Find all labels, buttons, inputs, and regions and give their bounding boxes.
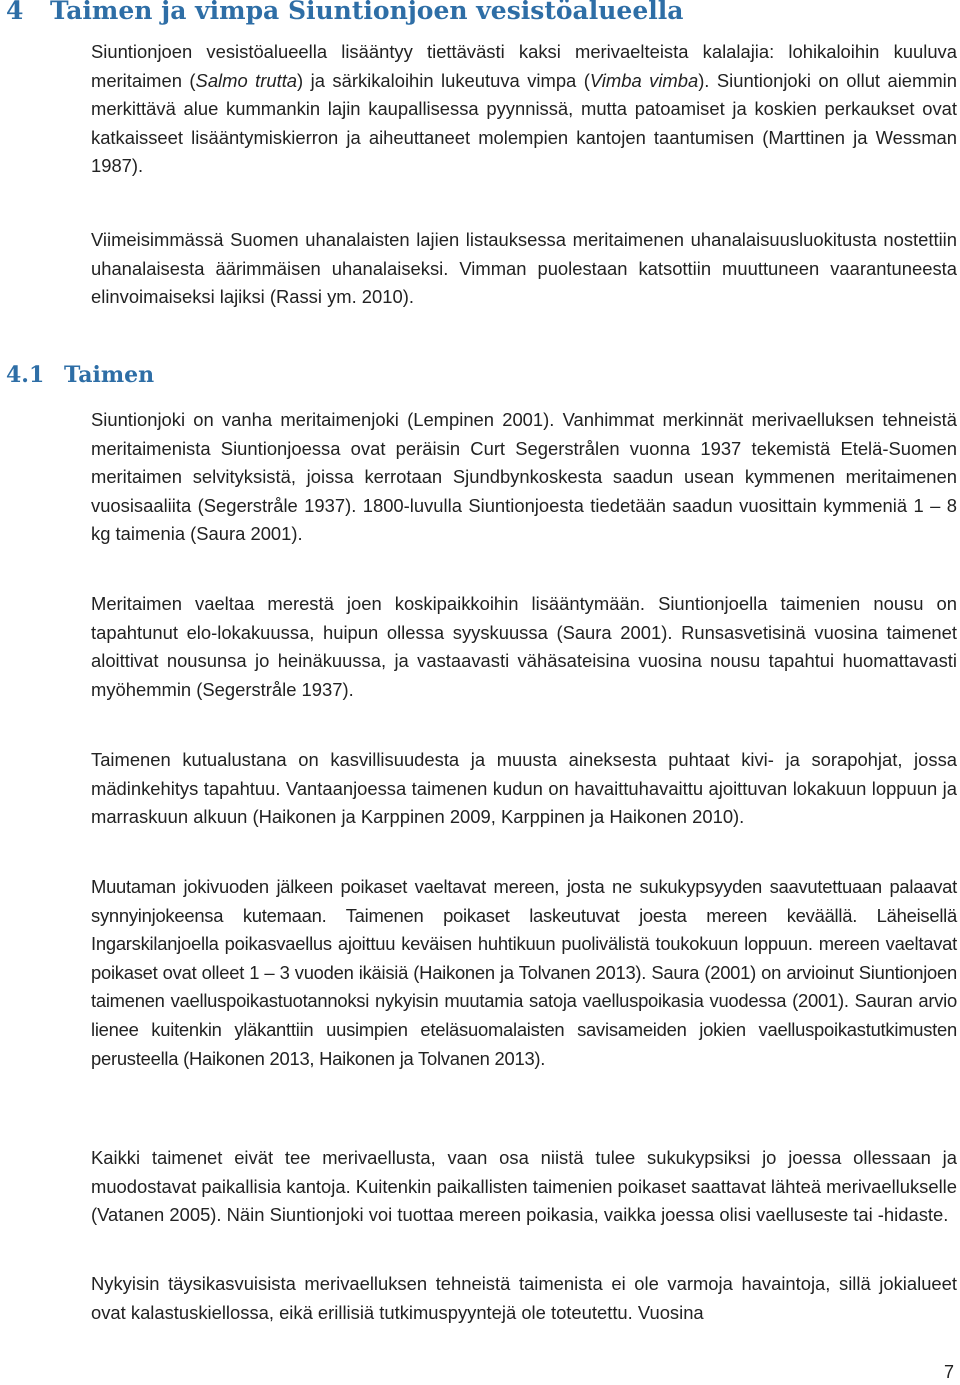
chapter-number: 4 bbox=[6, 0, 24, 25]
section-paragraph-5: Kaikki taimenet eivät tee merivaellusta, vaan osa niistä tulee sukukypsiksi jo joessa ollessaan ja muodostavat paikallisia kantoja. Kuitenkin paikallisten taimenien poikaset saattavat lähteä merivaellukselle (Vatanen 2005). Näin Siuntionjoki voi tuottaa mereen poikasia, vaikka joessa olisi vaelluseste tai -hidaste. bbox=[91, 1147, 957, 1226]
intro-paragraph-1 bbox=[91, 38, 957, 181]
section-paragraph-2: Meritaimen vaeltaa merestä joen koskipaikkoihin lisääntymään. Siuntionjoella taimenien nousu on tapahtunut elo-lokakuussa, huipun ollessa syyskuussa (Saura 2001). Runsasvetisinä vuosina taimenet aloittivat nousunsa jo heinäkuussa, ja vastaavasti vähäsateisina vuosina nousu tapahtui huomattavasti myöhemmin (Segerstråle 1937). bbox=[91, 593, 957, 700]
species-name-vimba: Vimba vimba bbox=[589, 69, 699, 91]
section-paragraph-1: Siuntionjoki on vanha meritaimenjoki (Lempinen 2001). Vanhimmat merkinnät merivaelluksen tehneistä meritaimenista Siuntionjoessa ovat peräisin Curt Segerstrålen vuonna 1937 tekemistä Etelä-Suomen meritaimen selvityksistä, joissa kerrotaan Sjundbynkoskesta saadun usean kymmenen meritaimenen vuosisaaliita (Segerstråle 1937). 1800-luvulla Siuntionjoesta tiedetään saadun vuosittain kymmeniä 1 – 8 kg taimenia (Saura 2001). bbox=[91, 409, 957, 545]
section-title: Taimen bbox=[64, 362, 155, 388]
chapter-heading bbox=[6, 0, 683, 25]
section-paragraph-6: Nykyisin täysikasvuisista merivaelluksen tehneistä taimenista ei ole varmoja havaintoja, sillä jokialueet ovat kalastuskiellossa, eikä erillisiä tutkimuspyyntejä ole toteutettu. Vuosina bbox=[91, 1273, 957, 1323]
intro-p1-text-c: ). Siuntionjoki on ollut aiemmin merkittävä alue kummankin lajin kaupallisessa pyynnissä, mutta patoamiset ja koskien perkaukset ovat katkaisseet lisääntymiskierron ja aiheuttaneet molempien kantojen taantumisen (Marttinen ja Wessman 1987). bbox=[91, 69, 957, 177]
intro-paragraph-2: Viimeisimmässä Suomen uhanalaisten lajien listauksessa meritaimenen uhanalaisuusluokitusta nostettiin uhanalaisesta äärimmäisen uhanalaiseksi. Vimman puolestaan katsottiin muuttuneen vaarantuneesta elinvoimaiseksi lajiksi (Rassi ym. 2010). bbox=[91, 229, 957, 308]
section-paragraph-4: Muutaman jokivuoden jälkeen poikaset vaeltavat mereen, josta ne sukukypsyyden saavutettuaan palaavat synnyinjokeensa kutemaan. Taimenen poikaset laskeutuvat joesta mereen keväällä. Läheisellä Ingarskilanjoella poikasvaellus ajoittuu keväisen huhtikuun puolivälistä toukokuun loppuun. mereen vaeltavat poikaset ovat olleet 1 – 3 vuoden ikäisiä (Haikonen ja Tolvanen 2013). Saura (2001) on arvioinut Siuntionjoen taimenen vaelluspoikastuotannoksi nykyisin muutamia satoja vaelluspoikasia vuodessa (2001). Sauran arvio lienee kuitenkin yläkanttiin uusimpien eteläsuomalaisten savisameiden jokien vaelluspoikastutkimusten perusteella (Haikonen 2013, Haikonen ja Tolvanen 2013). bbox=[91, 876, 957, 1069]
intro-p1-text-a: Siuntionjoen vesistöalueella lisääntyy tiettävästi kaksi merivaelteista kalalajia: lohikaloihin kuuluva meritaimen ( bbox=[91, 41, 957, 91]
chapter-title: Taimen ja vimpa Siuntionjoen vesistöalueella bbox=[50, 0, 684, 25]
species-name-salmo: Salmo trutta bbox=[195, 69, 298, 91]
section-number: 4.1 bbox=[6, 362, 45, 388]
section-heading bbox=[6, 362, 154, 388]
section-paragraph-3: Taimenen kutualustana on kasvillisuudesta ja muusta aineksesta puhtaat kivi- ja sorapohjat, jossa mädinkehitys tapahtuu. Vantaanjoessa taimenen kudun on havaittuhavaittu ajoittuvan lokakuun loppuun ja marraskuun alkuun (Haikonen ja Karppinen 2009, Karppinen ja Haikonen 2010). bbox=[91, 749, 957, 828]
page-number: 7 bbox=[943, 1362, 954, 1382]
intro-p1-text-b: ) ja särkikaloihin lukeutuva vimpa ( bbox=[297, 69, 590, 91]
